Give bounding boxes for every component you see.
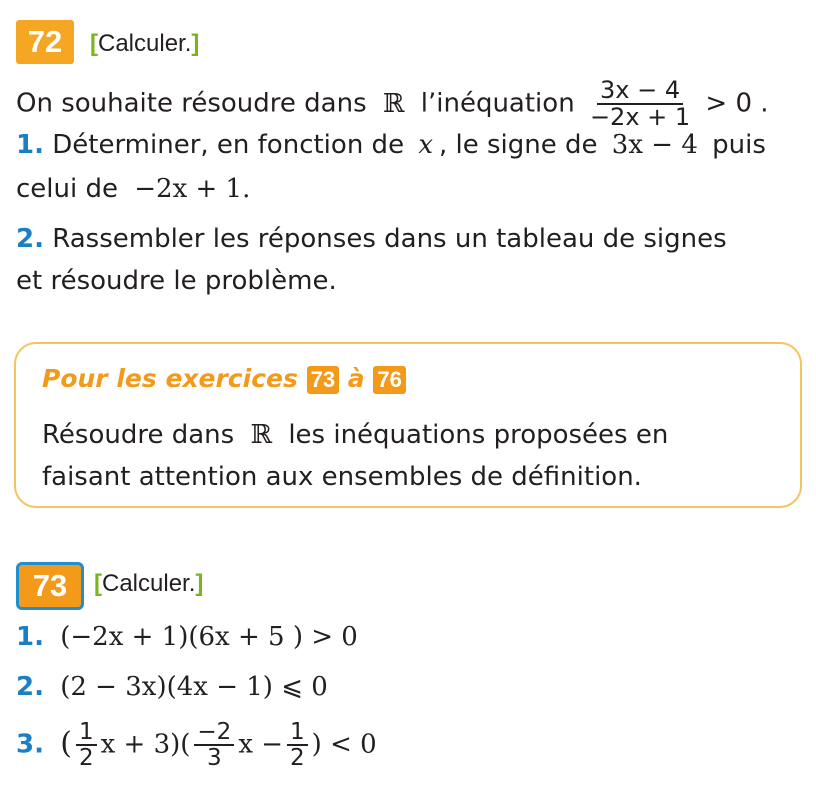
item-number: 2. bbox=[16, 672, 44, 702]
question-2-line-1 bbox=[16, 224, 727, 254]
callout-title-text: à bbox=[347, 364, 365, 393]
question-text: Rassembler les réponses dans un tableau de signes bbox=[52, 224, 727, 254]
question-number: 1. bbox=[16, 130, 44, 160]
exercise-tag: [Calculer.] bbox=[90, 30, 200, 57]
intro-text-2: l’inéquation bbox=[420, 88, 575, 119]
exercise-ref-badge: 76 bbox=[373, 366, 405, 394]
item-number: 1. bbox=[16, 622, 44, 652]
question-2-line-2: et résoudre le problème. bbox=[16, 266, 337, 296]
callout-text-line-1 bbox=[42, 420, 668, 450]
fraction-denominator: 2 bbox=[290, 745, 305, 772]
item-1 bbox=[16, 622, 358, 652]
expression-part: x + 3)( bbox=[100, 729, 191, 760]
item-expression: (−2x + 1)(6x + 5 ) > 0 bbox=[60, 622, 358, 652]
fraction-denominator: −2x + 1 bbox=[589, 103, 691, 132]
fraction-one-half bbox=[76, 720, 97, 770]
reals-symbol: ℝ bbox=[382, 88, 405, 119]
exercise-ref-badge: 73 bbox=[307, 366, 339, 394]
callout-title bbox=[42, 364, 406, 394]
fraction-minus-two-thirds bbox=[194, 720, 234, 770]
item-3 bbox=[16, 720, 377, 770]
expression: −2x + 1. bbox=[134, 174, 251, 204]
fraction-denominator: 3 bbox=[207, 745, 222, 772]
fraction-numerator: 1 bbox=[287, 720, 308, 746]
fraction-one-half bbox=[287, 720, 308, 770]
intro-line bbox=[16, 78, 769, 130]
tag-label: Calculer. bbox=[98, 30, 192, 57]
reals-symbol: ℝ bbox=[250, 420, 273, 450]
expression-part: ) < 0 bbox=[311, 729, 377, 760]
callout-text: Résoudre dans bbox=[42, 420, 235, 450]
fraction-numerator: 1 bbox=[76, 720, 97, 746]
exercise-number-badge: 72 bbox=[16, 20, 74, 64]
variable-x: x bbox=[418, 130, 433, 160]
item-expression: (2 − 3x)(4x − 1) ⩽ 0 bbox=[60, 672, 328, 702]
inequation-fraction bbox=[587, 78, 693, 130]
question-1-line-2 bbox=[16, 174, 250, 204]
tag-label: Calculer. bbox=[102, 570, 196, 597]
callout-text-line-2: faisant attention aux ensembles de définition. bbox=[42, 462, 642, 492]
expression: 3x − 4 bbox=[611, 130, 698, 160]
question-text: Déterminer, en fonction de bbox=[52, 130, 405, 160]
question-text: puis bbox=[712, 130, 766, 160]
question-text: , le signe de bbox=[439, 130, 598, 160]
callout-text: les inéquations proposées en bbox=[288, 420, 669, 450]
paren: ( bbox=[60, 725, 72, 761]
fraction-numerator: −2 bbox=[194, 720, 234, 746]
inequation-rhs: > 0 . bbox=[705, 88, 769, 119]
exercise-number-badge: 73 bbox=[16, 562, 84, 610]
item-number: 3. bbox=[16, 729, 44, 760]
expression-part: x − bbox=[238, 729, 284, 760]
question-number: 2. bbox=[16, 224, 44, 254]
fraction-numerator: 3x − 4 bbox=[597, 78, 683, 105]
item-2 bbox=[16, 672, 328, 702]
intro-text: On souhaite résoudre dans bbox=[16, 88, 367, 119]
question-1-line-1 bbox=[16, 130, 766, 160]
fraction-denominator: 2 bbox=[78, 745, 94, 772]
callout-title-text: Pour les exercices bbox=[42, 364, 298, 393]
exercise-tag: [Calculer.] bbox=[94, 570, 204, 597]
question-text: celui de bbox=[16, 174, 118, 204]
